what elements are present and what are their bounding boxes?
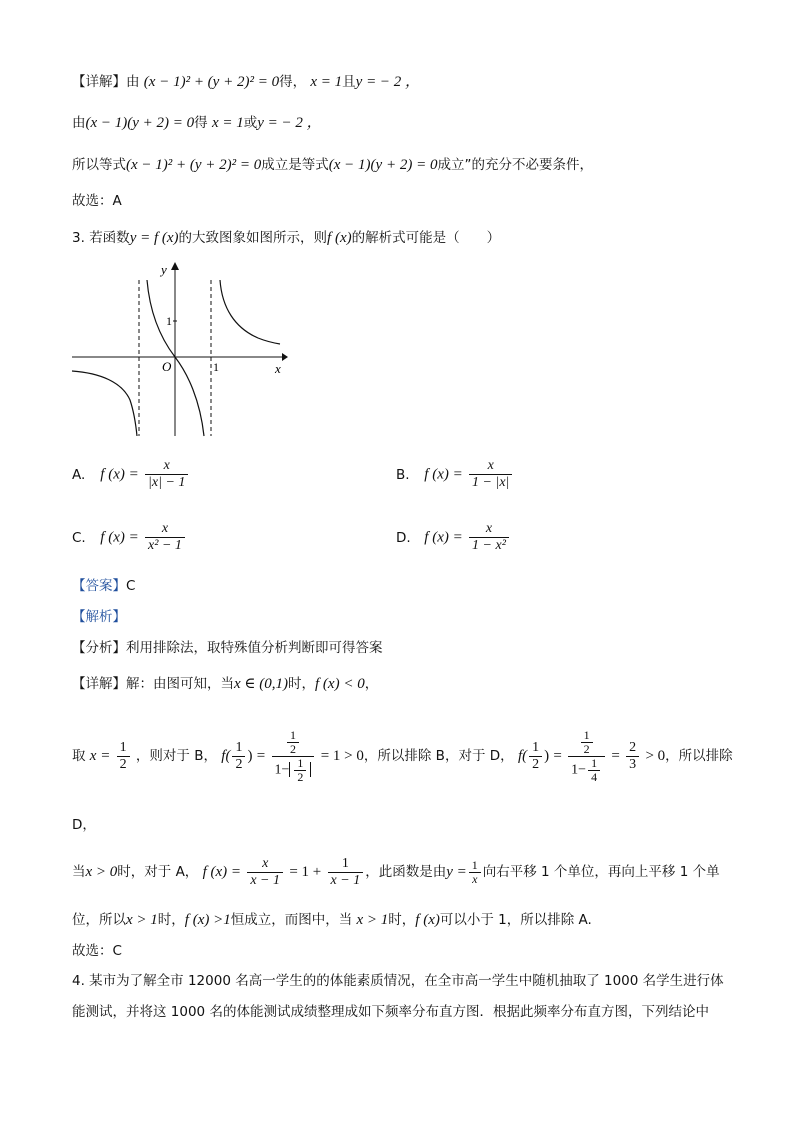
answer-choice-line-2: 故选：C: [72, 943, 122, 959]
x-one-label: 1: [213, 360, 219, 374]
equation: x ∈ (0,1): [234, 676, 289, 692]
fraction: [287, 729, 299, 756]
text: 成立”的充分不必要条件，: [437, 157, 593, 173]
question-4-line-1: 4. 某市为了解全市 12000 名高一学生的的体能素质情况，在全市高一学生中随机抽取了 1000 名学生进行体: [72, 973, 724, 989]
text: 恒成立，而图中，当: [230, 912, 353, 928]
denominator: 2: [297, 769, 304, 784]
option-label: C.: [72, 529, 86, 546]
denominator: 2: [532, 756, 540, 772]
denominator: x − 1: [250, 872, 281, 888]
xiangjie-line: [72, 674, 378, 694]
equation: f (x) =: [424, 466, 463, 483]
equation: =: [256, 748, 266, 764]
equation: y = f (x): [129, 230, 179, 246]
option-b[interactable]: [396, 458, 514, 491]
denominator: x: [472, 871, 478, 886]
text: 的大致图象如图所示，则: [178, 230, 328, 246]
answer-value: C: [126, 578, 136, 594]
text: 由: [72, 115, 86, 131]
numerator: 1: [581, 729, 593, 743]
fenxi-line: [72, 638, 383, 658]
fraction: [626, 740, 639, 773]
detail-line-2: [72, 113, 322, 133]
origin-label: O: [162, 359, 172, 374]
equation: (x − 1)(y + 2) = 0: [85, 115, 195, 131]
text: 时，对于 A，: [117, 864, 199, 880]
text: 由: [126, 74, 140, 90]
denominator: 2: [583, 741, 590, 756]
question-3-stem: [72, 228, 500, 248]
text: ，所以排除: [665, 748, 733, 764]
y-axis-label: y: [161, 262, 167, 277]
text: 或: [243, 115, 258, 131]
text: ，则对于 B，: [135, 748, 217, 764]
option-d[interactable]: [396, 521, 511, 554]
numerator: x: [247, 856, 283, 873]
absolute-value: [289, 755, 311, 784]
text: 时，: [388, 912, 416, 928]
equation: x = 1: [211, 115, 244, 131]
text: 可以小于 1，所以排除 A.: [439, 912, 592, 928]
fraction: [469, 458, 512, 491]
fraction: [145, 521, 185, 554]
equation: =: [611, 748, 620, 764]
question-number: 3.: [72, 230, 85, 246]
fraction-half: [232, 740, 245, 773]
fraction: [588, 757, 600, 784]
case-line: [72, 852, 720, 892]
text: 成立是等式: [261, 157, 329, 173]
function-graph: [70, 260, 288, 440]
text: 的解析式可能是（ ）: [351, 230, 501, 246]
numerator: 1: [328, 856, 364, 873]
option-label: B.: [396, 466, 410, 483]
equation: (x − 1)² + (y + 2)² = 0: [143, 74, 280, 90]
numerator: 1: [294, 757, 306, 771]
equation: y = − 2 ，: [355, 74, 421, 90]
option-a[interactable]: [72, 458, 190, 491]
answer-choice-line: 故选：A: [72, 193, 122, 209]
numerator: x: [145, 458, 188, 475]
fraction: [469, 859, 481, 886]
y-axis-arrow: [171, 262, 179, 270]
fraction: [328, 856, 364, 889]
text: 解：由图可知，当: [126, 676, 234, 692]
fraction: [469, 521, 509, 554]
detail-line-1: [72, 72, 420, 92]
substitution-line: [72, 722, 733, 792]
equation: f (x): [415, 912, 440, 928]
y-one-label: 1: [166, 314, 172, 328]
fraction: [581, 729, 593, 756]
numerator: 1: [117, 740, 130, 757]
analysis-line: [72, 607, 126, 627]
denominator: 2: [235, 756, 243, 772]
equation: (x − 1)(y + 2) = 0: [328, 157, 438, 173]
answer-tag: 【答案】: [72, 578, 126, 594]
numerator: x: [469, 458, 512, 475]
detail-line-3: [72, 155, 593, 175]
denominator: 2: [119, 756, 127, 772]
denominator: [568, 757, 605, 784]
denominator: 1 − x²: [472, 538, 506, 553]
equation: ): [247, 748, 253, 764]
fraction: [145, 458, 188, 491]
curve-left-branch: [72, 371, 137, 436]
equation: y = − 2 ，: [257, 115, 322, 131]
text: 取: [72, 748, 86, 764]
denominator: 4: [591, 769, 598, 784]
text: ，此函数是由: [365, 864, 447, 880]
denominator: x² − 1: [148, 538, 182, 553]
fraction: [294, 757, 306, 784]
analysis-tag: 【解析】: [72, 609, 126, 625]
equation: x > 1: [126, 912, 158, 928]
equation: f (x) < 0: [315, 676, 365, 692]
text: 时，: [288, 676, 316, 692]
x-axis-arrow: [282, 353, 288, 361]
equation: f (x) >1: [184, 912, 231, 928]
answer-line: [72, 576, 135, 596]
equation: x = 1: [310, 74, 343, 90]
xiangjie-tag: 【详解】: [72, 676, 126, 692]
text: 位，所以: [72, 912, 126, 928]
question-4-line-2: 能测试，并将这 1000 名的体能测试成绩整理成如下频率分布直方图．根据此频率分布直方图，下列结论中: [72, 1004, 709, 1020]
text: 1−: [274, 762, 290, 778]
denominator: [272, 757, 315, 784]
text: 且: [342, 74, 356, 90]
curve-right-branch: [220, 280, 280, 344]
equation: ): [544, 748, 550, 764]
equation: =: [553, 748, 562, 764]
equation: x > 1: [356, 912, 389, 928]
text: 向右平移 1 个单位，再向上平移 1 个单: [482, 864, 720, 880]
equation: (x − 1)² + (y + 2)² = 0: [126, 157, 262, 173]
denominator: |x| − 1: [148, 475, 186, 490]
equation: y =: [446, 864, 467, 880]
fenxi-tag: 【分析】: [72, 640, 126, 656]
text: 时，: [157, 912, 185, 928]
numerator: 1: [287, 729, 299, 743]
fraction-half: [529, 740, 542, 773]
text: 当: [72, 864, 86, 880]
denominator: x − 1: [330, 872, 361, 888]
option-label: A.: [72, 466, 86, 483]
text: 得，: [279, 74, 307, 90]
denominator: 2: [289, 741, 296, 756]
equation: f(: [221, 748, 231, 764]
equation: f (x) =: [100, 466, 139, 483]
option-c[interactable]: [72, 521, 187, 554]
numerator: 1: [469, 859, 481, 873]
text: 得: [194, 115, 208, 131]
numerator: 1: [588, 757, 600, 771]
text: 1−: [571, 762, 587, 778]
numerator: 1: [232, 740, 245, 757]
equation: f(: [517, 748, 528, 764]
equation: x > 0: [85, 864, 118, 880]
fraction: [247, 856, 283, 889]
equation: = 1 > 0: [320, 748, 364, 764]
text: ，所以排除 B，对于 D，: [363, 748, 514, 764]
equation: f (x) =: [202, 864, 242, 880]
equation: f (x): [327, 230, 352, 246]
numerator: 2: [626, 740, 639, 757]
conclusion-line: [72, 910, 592, 930]
compound-fraction-d: [568, 729, 605, 784]
denominator: 3: [629, 756, 637, 772]
equation: f (x) =: [424, 529, 463, 546]
numerator: x: [469, 521, 509, 538]
text: 若函数: [89, 230, 130, 246]
numerator: 1: [529, 740, 542, 757]
equation: = 1 +: [289, 864, 322, 880]
equation: f (x) =: [100, 529, 139, 546]
equation: > 0: [645, 748, 666, 764]
fraction-half: [117, 740, 130, 773]
text: ，: [364, 676, 379, 692]
x-axis-label: x: [275, 361, 281, 376]
equation: x =: [89, 748, 111, 764]
denominator: 1 − |x|: [472, 475, 510, 490]
detail-tag: 【详解】: [72, 74, 126, 90]
numerator: [568, 729, 605, 757]
text: 所以等式: [72, 157, 126, 173]
numerator: x: [145, 521, 185, 538]
numerator: [272, 729, 315, 757]
fenxi-text: 利用排除法，取特殊值分析判断即可得答案: [126, 640, 383, 656]
option-label: D.: [396, 529, 411, 546]
exclude-d-line: D，: [72, 817, 96, 833]
compound-fraction-b: [272, 729, 315, 784]
